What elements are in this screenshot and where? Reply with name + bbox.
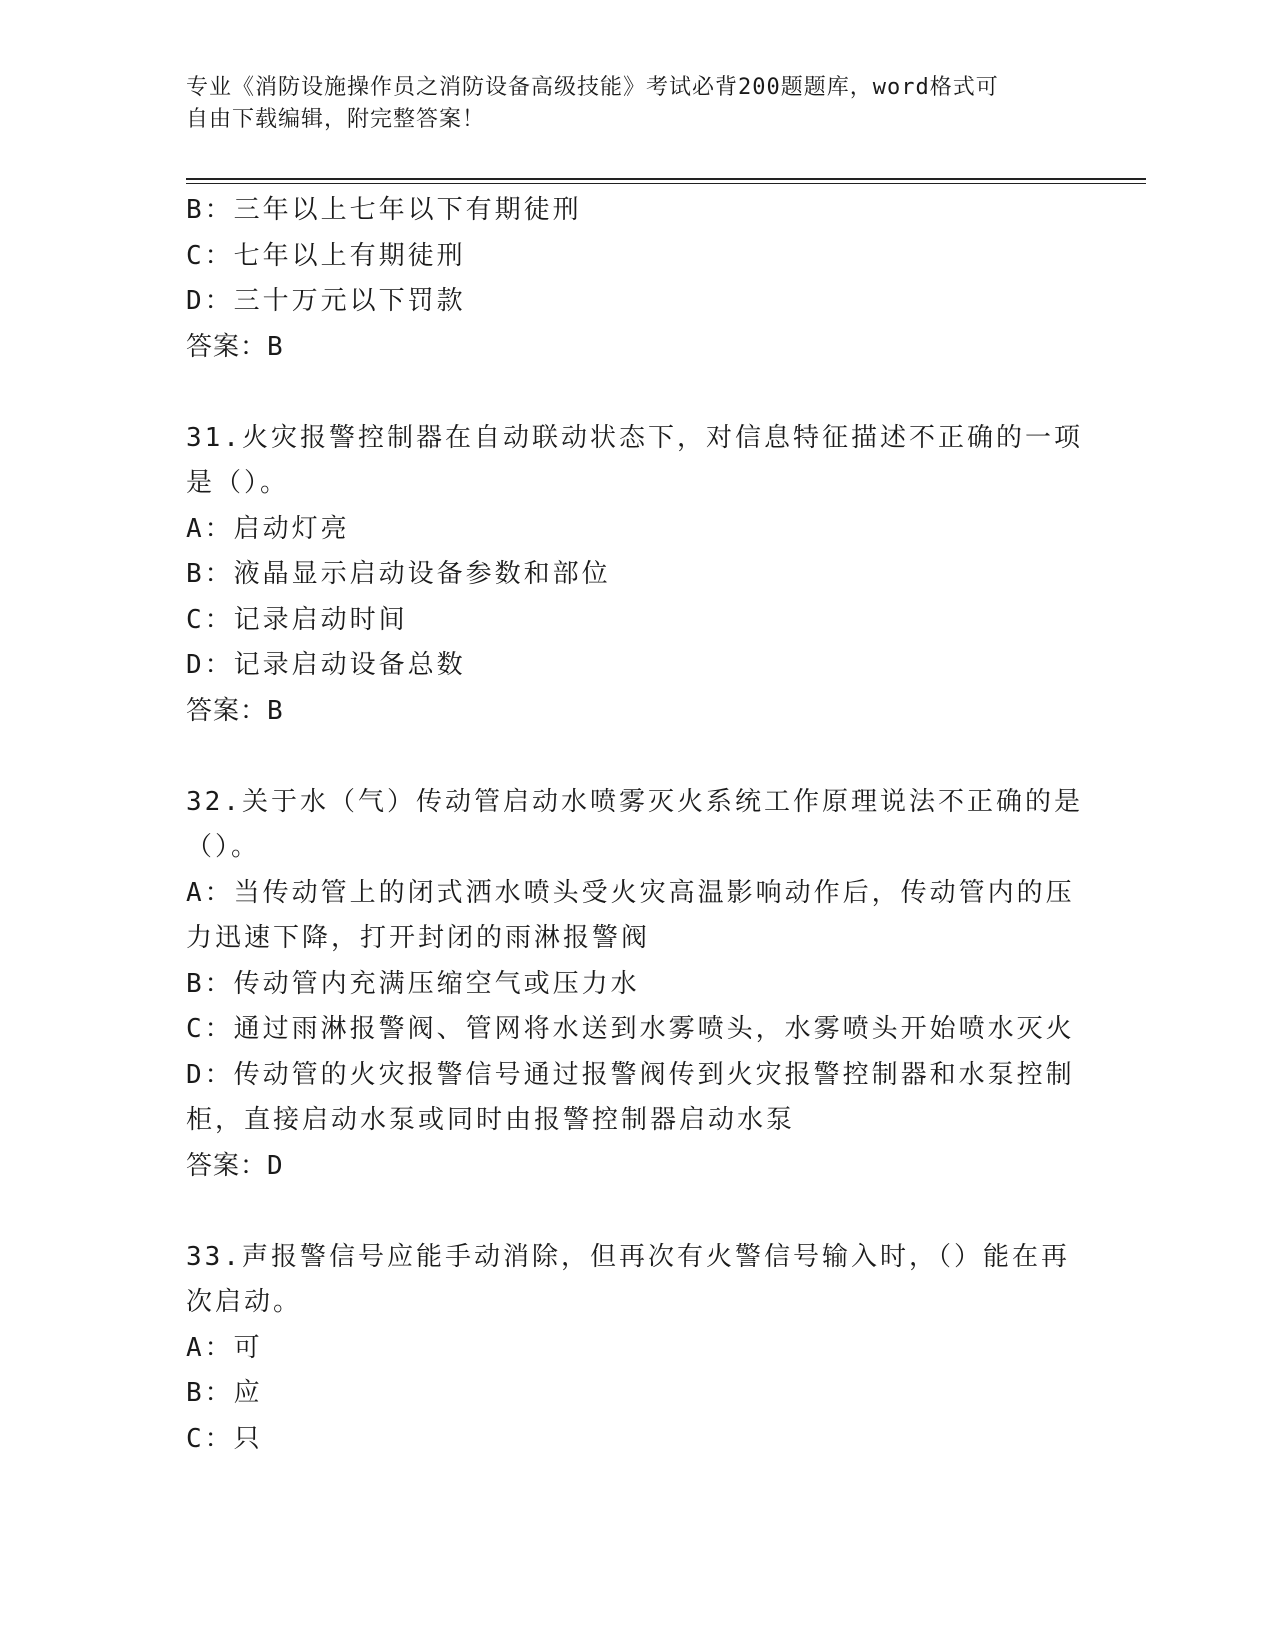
spacer: [186, 734, 1066, 780]
spacer: [186, 370, 1066, 416]
option-b: B：传动管内充满压缩空气或压力水: [186, 968, 640, 999]
option-c: C：七年以上有期徒刑: [186, 240, 466, 271]
option-c: C：记录启动时间: [186, 604, 408, 635]
question-33: [186, 1235, 1070, 1463]
option-a: A：可: [186, 1332, 263, 1363]
question-stem: 32.关于水（气）传动管启动水喷雾灭火系统工作原理说法不正确的是: [186, 786, 1083, 817]
option-c: C：只: [186, 1423, 263, 1454]
option-d-continued: 柜，直接启动水泵或同时由报警控制器启动水泵: [186, 1105, 796, 1135]
header-divider-thin: [186, 183, 1146, 184]
option-a-continued: 力迅速下降，打开封闭的雨淋报警阀: [186, 923, 651, 953]
answer-line: 答案：D: [186, 1150, 284, 1181]
option-d: D：三十万元以下罚款: [186, 286, 466, 316]
option-b: B：应: [186, 1378, 263, 1408]
question-stem: 33.声报警信号应能手动消除，但再次有火警信号输入时，（）能在再: [186, 1241, 1070, 1272]
option-b: B：三年以上七年以下有期徒刑: [186, 195, 582, 225]
question-30-continued: [186, 188, 1066, 370]
document-header: [186, 72, 1066, 136]
answer-line: 答案：B: [186, 695, 284, 726]
question-32: [186, 780, 1083, 1190]
header-line-2: 自由下载编辑，附完整答案！: [186, 107, 486, 132]
option-a: A：当传动管上的闭式洒水喷头受火灾高温影响动作后，传动管内的压: [186, 877, 1075, 908]
header-line-1: 专业《消防设施操作员之消防设备高级技能》考试必背200题题库，word格式可: [186, 75, 999, 100]
option-d: D：记录启动设备总数: [186, 650, 466, 680]
option-b: B：液晶显示启动设备参数和部位: [186, 559, 611, 589]
option-c: C：通过雨淋报警阀、管网将水送到水雾喷头，水雾喷头开始喷水灭火: [186, 1014, 1075, 1044]
question-list: [186, 188, 1083, 1462]
question-31: [186, 416, 1083, 735]
question-stem: 31.火灾报警控制器在自动联动状态下，对信息特征描述不正确的一项: [186, 422, 1083, 453]
header-divider-thick: [186, 178, 1146, 180]
option-d: D：传动管的火灾报警信号通过报警阀传到火灾报警控制器和水泵控制: [186, 1059, 1075, 1090]
question-stem-continued: （）。: [186, 832, 261, 862]
question-stem-continued: 是（）。: [186, 468, 290, 498]
answer-line: 答案：B: [186, 331, 284, 362]
question-stem-continued: 次启动。: [186, 1287, 303, 1317]
option-a: A：启动灯亮: [186, 513, 350, 544]
spacer: [186, 1189, 1066, 1235]
